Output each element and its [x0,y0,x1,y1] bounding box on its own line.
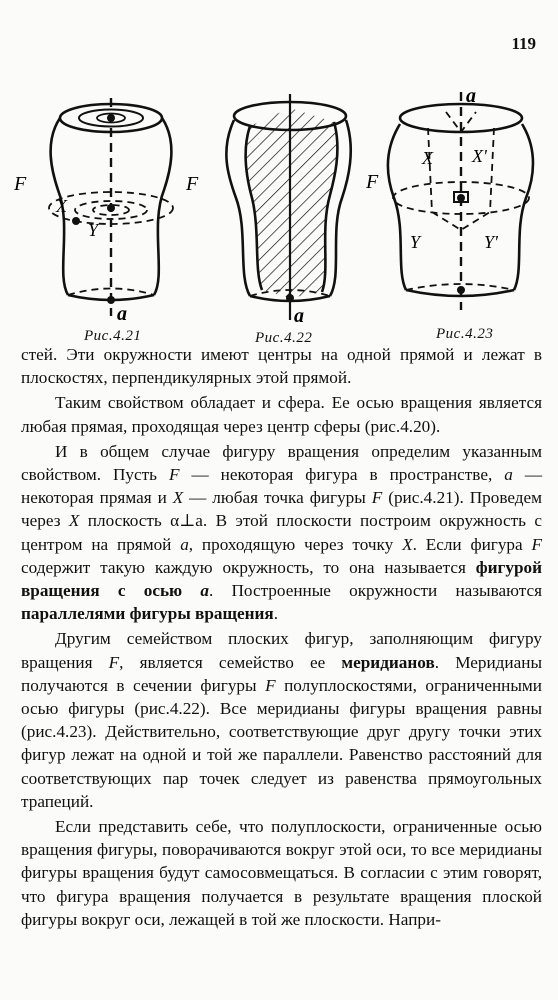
figure-4-21-drawing [10,80,180,350]
text-segment: — любая точка фигуры [183,488,372,508]
math-symbol: F [265,675,276,695]
text-segment: содержит такую каждую окружность, то она называется [21,557,476,577]
label-y: Y [410,232,421,252]
label-y: Y [88,220,99,240]
caption-fig-4-21: Рис.4.21 [84,328,142,344]
math-symbol: F [531,534,542,554]
text-segment: Другим семейством плоских фигур, заполняющим фигуру вращения [21,629,542,672]
text-segment: стей. Эти окружности имеют центры на одной прямой и лежат в плоскостях, перпендикулярных этой прямой. [21,345,542,388]
text-segment: — некоторая фигура в пространстве, [179,465,505,485]
page-number: 119 [511,34,536,53]
math-symbol: F [108,652,120,672]
label-x-prime: X' [472,146,487,166]
text-segment: , является семейство ее [119,652,342,672]
label-x: X [56,196,67,216]
text-segment: . Если фигура [412,534,532,554]
text-segment: . Построенные окружности называются [209,581,542,601]
figure-4-23-drawing [366,80,546,350]
text-segment: , проходящую через точку [188,534,403,554]
figure-4-21 [10,80,180,350]
label-a: a [294,305,304,327]
label-a: a [466,85,476,107]
figures-row [0,80,558,350]
term-bold: фигурой вращения с осью [21,557,542,601]
paragraph-4 [21,627,542,813]
math-symbol: X [402,534,413,554]
math-symbol: a [180,534,189,554]
text-segment: И в общем случае фигуру вращения определим указанным свойством. Пусть [21,441,542,485]
paragraph-3 [21,440,542,626]
label-f: F [14,173,27,195]
label-f: F [186,173,199,195]
caption-fig-4-22: Рис.4.22 [255,330,313,346]
paragraph-5 [21,815,542,931]
label-x: X [422,148,433,168]
text-segment: . Меридианы получаются в сечении фигуры [21,652,542,695]
math-symbol: X [172,488,184,508]
text-segment: Если представить себе, что полуплоскости, ограниченные осью вращения фигуры, поворачиваются вокруг этой оси, то все меридианы фигуры вращения будут самосовмещаться. В согласии с этим говорят, что фигура вращения получается в результате вращения плоской фигуры вокруг оси, лежащей в той же плоскости. Напри- [21,817,542,929]
text-segment: (рис.4.21). Проведем через [21,488,542,531]
text-segment: полуплоскостями, ограниченными осью фигуры (рис.4.22). Все меридианы фигуры вращения равны (рис.4.23). Действительно, соответствующие друг другу точки этих фигур лежат на одной и той же параллели. Равенство расстояний для соответствующих пар точек следует из равенства прямоугольных трапеций. [21,675,542,811]
paragraph-1 [21,343,542,389]
body-text [21,343,542,931]
math-symbol: X [68,511,80,531]
text-segment: — некоторая прямая и [21,465,543,508]
figure-4-22 [184,80,364,350]
label-y-prime: Y' [484,232,498,252]
math-symbol: F [371,488,383,508]
text-segment: Таким свойством обладает и сфера. Ее осью вращения является любая прямая, проходящая через центр сферы (рис.4.20). [21,393,542,436]
text-segment: . [273,604,279,624]
label-f: F [366,171,379,193]
text-segment: плоскость α⊥a. В этой плоскости построим окружность с центром на прямой [21,511,543,554]
math-symbol: F [168,465,180,485]
term-bold: меридианов [341,652,435,672]
caption-fig-4-23: Рис.4.23 [436,326,494,342]
term-bold: параллелями фигуры вращения [21,604,274,624]
math-symbol: a [200,581,209,601]
figure-4-22-drawing [184,80,364,350]
math-symbol: a [504,465,513,485]
label-a: a [117,303,127,325]
figure-4-23 [366,80,546,350]
paragraph-2 [21,391,542,437]
